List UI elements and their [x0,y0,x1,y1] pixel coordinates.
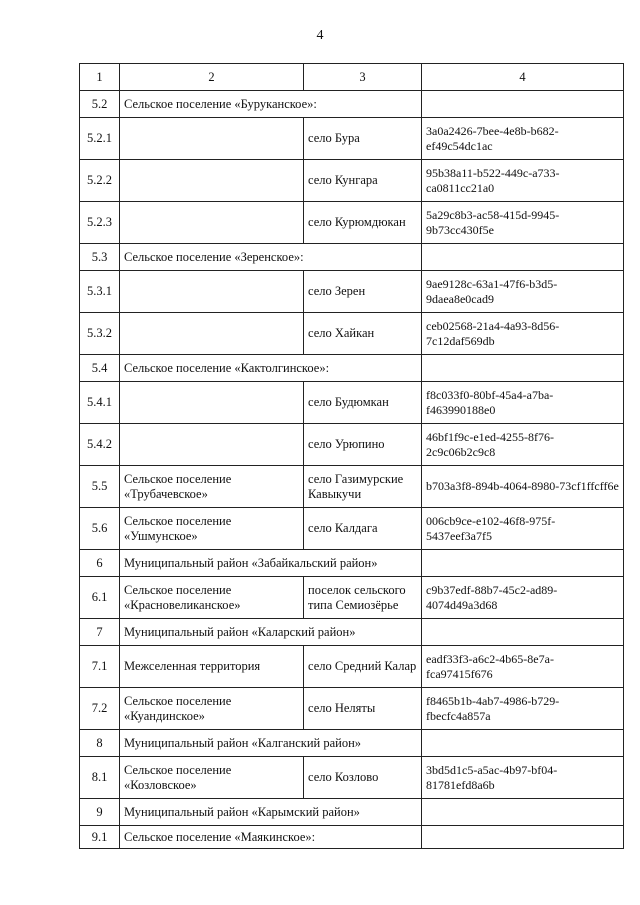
empty-cell [422,355,624,382]
registry-table [79,63,624,849]
settlement-cell [120,271,304,313]
table-row [80,313,624,355]
row-number: 5.4.2 [80,424,120,466]
code-cell: f8465b1b-4ab7-4986-b729-fbecfc4a857a [422,688,624,730]
section-row [80,799,624,826]
row-number: 7 [80,619,120,646]
locality-cell: село Курюмдюкан [304,202,422,244]
row-number: 5.3.1 [80,271,120,313]
locality-cell: село Бура [304,118,422,160]
code-cell: f8c033f0-80bf-45a4-a7ba-f463990188e0 [422,382,624,424]
section-row [80,619,624,646]
row-number: 5.2 [80,91,120,118]
settlement-cell: Сельское поселение «Козловское» [120,757,304,799]
section-title: Сельское поселение «Маякинское»: [120,826,422,849]
row-number: 5.4.1 [80,382,120,424]
row-number: 5.3 [80,244,120,271]
locality-cell: село Урюпино [304,424,422,466]
section-title: Муниципальный район «Калганский район» [120,730,422,757]
empty-cell [422,91,624,118]
table-row [80,118,624,160]
code-cell: 46bf1f9c-e1ed-4255-8f76-2c9c06b2c9c8 [422,424,624,466]
code-cell: 006cb9ce-e102-46f8-975f-5437eef3a7f5 [422,508,624,550]
header-cell-3: 3 [304,64,422,91]
row-number: 5.4 [80,355,120,382]
section-row [80,826,624,849]
table-row [80,688,624,730]
table-row [80,382,624,424]
section-title: Муниципальный район «Забайкальский район» [120,550,422,577]
section-title: Сельское поселение «Зеренское»: [120,244,422,271]
table-row [80,646,624,688]
empty-cell [422,799,624,826]
table-row [80,271,624,313]
section-row [80,355,624,382]
header-cell-4: 4 [422,64,624,91]
row-number: 5.6 [80,508,120,550]
settlement-cell: Сельское поселение «Красновеликанское» [120,577,304,619]
table-row [80,757,624,799]
empty-cell [422,244,624,271]
empty-cell [422,730,624,757]
row-number: 7.2 [80,688,120,730]
section-row [80,91,624,118]
section-row [80,730,624,757]
code-cell: c9b37edf-88b7-45c2-ad89-4074d49a3d68 [422,577,624,619]
header-row [80,64,624,91]
locality-cell: село Неляты [304,688,422,730]
row-number: 5.2.3 [80,202,120,244]
settlement-cell [120,160,304,202]
settlement-cell [120,382,304,424]
row-number: 8.1 [80,757,120,799]
registry-table-body [80,64,624,849]
settlement-cell: Межселенная территория [120,646,304,688]
locality-cell: село Кунгара [304,160,422,202]
settlement-cell: Сельское поселение «Трубачевское» [120,466,304,508]
section-row [80,550,624,577]
settlement-cell [120,313,304,355]
section-title: Муниципальный район «Карымский район» [120,799,422,826]
row-number: 6 [80,550,120,577]
locality-cell: село Газимурские Кавыкучи [304,466,422,508]
row-number: 7.1 [80,646,120,688]
table-row [80,466,624,508]
locality-cell: село Хайкан [304,313,422,355]
row-number: 8 [80,730,120,757]
row-number: 5.2.2 [80,160,120,202]
locality-cell: село Козлово [304,757,422,799]
table-row [80,577,624,619]
locality-cell: село Средний Калар [304,646,422,688]
code-cell: b703a3f8-894b-4064-8980-73cf1ffcff6e [422,466,624,508]
table-row [80,160,624,202]
section-title: Сельское поселение «Кактолгинское»: [120,355,422,382]
row-number: 5.2.1 [80,118,120,160]
settlement-cell [120,202,304,244]
empty-cell [422,619,624,646]
settlement-cell [120,118,304,160]
table-row [80,424,624,466]
table-row [80,508,624,550]
settlement-cell [120,424,304,466]
code-cell: 3a0a2426-7bee-4e8b-b682-ef49c54dc1ac [422,118,624,160]
locality-cell: поселок сельского типа Семиозёрье [304,577,422,619]
code-cell: eadf33f3-a6c2-4b65-8e7a-fca97415f676 [422,646,624,688]
code-cell: 9ae9128c-63a1-47f6-b3d5-9daea8e0cad9 [422,271,624,313]
locality-cell: село Калдага [304,508,422,550]
page-number: 4 [316,28,324,43]
row-number: 5.5 [80,466,120,508]
row-number: 6.1 [80,577,120,619]
locality-cell: село Зерен [304,271,422,313]
table-row [80,202,624,244]
code-cell: ceb02568-21a4-4a93-8d56-7c12daf569db [422,313,624,355]
header-cell-1: 1 [80,64,120,91]
settlement-cell: Сельское поселение «Куандинское» [120,688,304,730]
section-row [80,244,624,271]
section-title: Сельское поселение «Буруканское»: [120,91,422,118]
empty-cell [422,550,624,577]
section-title: Муниципальный район «Каларский район» [120,619,422,646]
row-number: 9 [80,799,120,826]
settlement-cell: Сельское поселение «Ушмунское» [120,508,304,550]
code-cell: 95b38a11-b522-449c-a733-ca0811cc21a0 [422,160,624,202]
code-cell: 3bd5d1c5-a5ac-4b97-bf04-81781efd8a6b [422,757,624,799]
code-cell: 5a29c8b3-ac58-415d-9945-9b73cc430f5e [422,202,624,244]
row-number: 9.1 [80,826,120,849]
header-cell-2: 2 [120,64,304,91]
locality-cell: село Будюмкан [304,382,422,424]
empty-cell [422,826,624,849]
row-number: 5.3.2 [80,313,120,355]
